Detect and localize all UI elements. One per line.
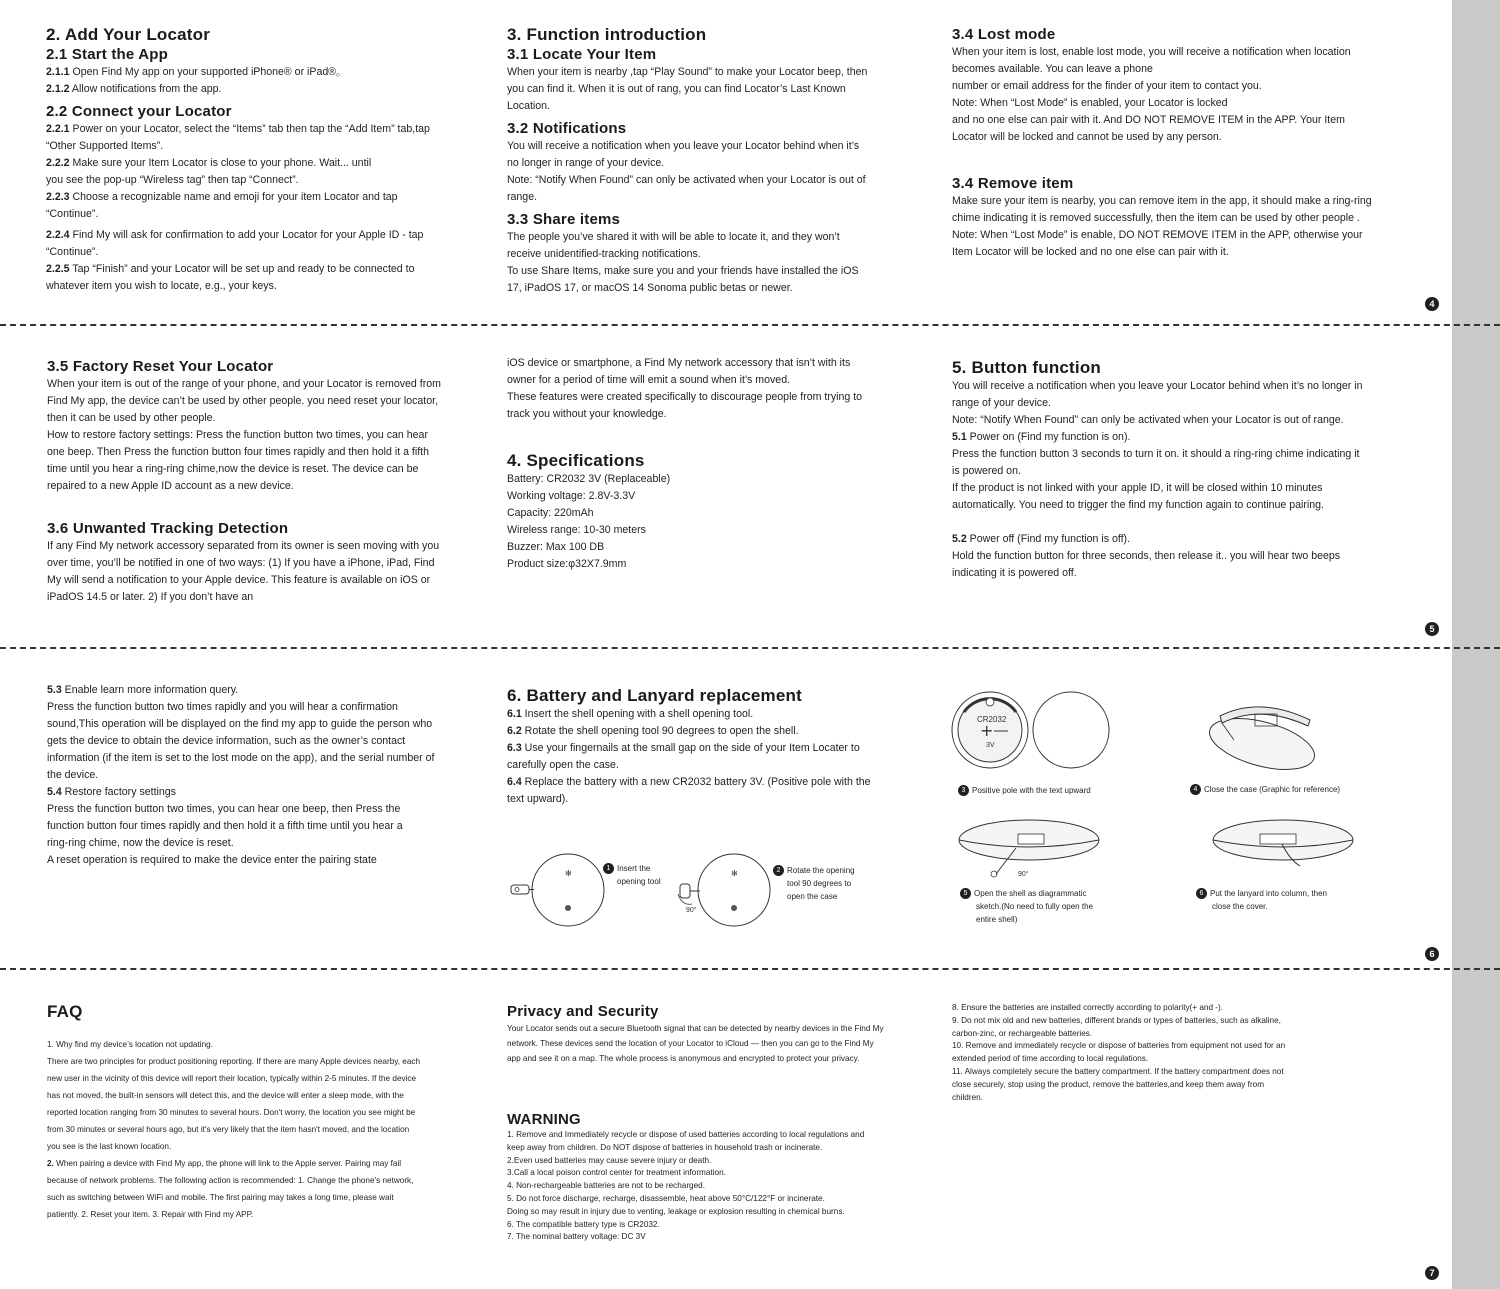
text-line: range. [507,191,538,203]
spec-range: Wireless range: 10-30 meters [507,524,646,536]
text-line: When your item is nearby ,tap “Play Sound” to make your Locator beep, then [507,66,868,78]
warning-line: 2.Even used batteries may cause severe injury or death. [507,1155,712,1165]
step-5-4: 5.4 Restore factory settings [47,786,176,798]
step-5-2: 5.2 Power off (Find my function is off). [952,533,1131,545]
step-2-2-5-cont: whatever item you wish to locate, e.g., your keys. [46,280,277,292]
step-2-2-1-cont: “Other Supported Items”. [46,140,164,152]
text-line: receive unidentified-tracking notifications. [507,248,701,260]
text-line: Press the function button 3 seconds to turn it on. it should a ring-ring chime indicating it [952,448,1360,460]
step-2-2-4-cont: “Continue”. [46,246,99,258]
text-line: These features were created specifically to discourage people from trying to [507,391,863,403]
panel4-col2 [507,25,907,297]
caption-step-3: 3 Positive pole with the text upward [958,784,1091,797]
svg-text:✻: ✻ [731,869,738,878]
text-line: A reset operation is required to make the device enter the pairing state [47,854,377,866]
warning-line: 6. The compatible battery type is CR2032. [507,1219,660,1229]
text-line: Note: When “Lost Mode” is enabled, your Locator is locked [952,97,1228,109]
heading-specifications: 4. Specifications [507,451,645,470]
svg-text:+: + [980,721,994,740]
heading-add-locator: 2. Add Your Locator [46,25,211,44]
warning-line: close securely, stop using the product, remove the batteries,and keep them away from [952,1079,1265,1089]
text-line: one beep. Then Press the function button four times rapidly and then hold it a fifth [47,446,430,458]
text-line: because of network problems. The following action is recommended: 1. Change the phone's network, [47,1176,414,1185]
heading-unwanted-tracking: 3.6 Unwanted Tracking Detection [47,520,289,537]
panel7-col2 [507,1002,907,1244]
cut-line-2 [0,647,1500,649]
heading-battery-lanyard: 6. Battery and Lanyard replacement [507,686,802,705]
heading-privacy: Privacy and Security [507,1003,659,1020]
warning-line: keep away from children. Do NOT dispose of batteries in household trash or incinerate. [507,1142,823,1152]
caption-step-6: 6 Put the lanyard into column, then close the cover. [1196,887,1327,913]
text-line: reported location ranging from 30 minutes to several hours. Don't worry, the location you see might be [47,1108,416,1117]
step-number-6: 6 [1196,888,1207,899]
battery-label: CR2032 [977,715,1007,724]
warning-line: children. [952,1092,983,1102]
text-line: 17, iPadOS 17, or macOS 14 Sonoma public betas or newer. [507,282,793,294]
text-line: patiently. 2. Reset your item. 3. Repair with Find my APP. [47,1210,254,1219]
heading-share-items: 3.3 Share items [507,211,621,228]
heading-warning: WARNING [507,1111,581,1128]
text-line: You will receive a notification when you leave your Locator behind when it’s [507,140,860,152]
warning-line: 11. Always completely secure the battery compartment. If the battery compartment does not [952,1066,1284,1076]
text-line: carefully open the case. [507,759,619,771]
warning-line: 7. The nominal battery voltage: DC 3V [507,1232,646,1242]
text-line: Press the function button two times, you can hear one beep, then Press the [47,803,401,815]
heading-faq: FAQ [47,1002,83,1021]
text-line: Location. [507,100,550,112]
figure-close-case [1200,696,1330,776]
text-line: Press the function button two times rapidly and you will hear a confirmation [47,701,398,713]
text-line: Note: “Notify When Found” can only be activated when your Locator is out of [507,174,866,186]
text-line: from 30 minutes or several hours ago, but it's very likely that the item hasn't moved, and the location [47,1125,410,1134]
step-2-2-4: 2.2.4 Find My will ask for confirmation to add your Locator for your Apple ID - tap [46,229,424,241]
text-line: How to restore factory settings: Press the function button two times, you can hear [47,429,428,441]
spec-buzzer: Buzzer: Max 100 DB [507,541,605,553]
step-2-1-1: 2.1.1 Open Find My app on your supported iPhone® or iPad®。 [46,66,347,78]
text-line: you see is the last known location. [47,1142,172,1151]
text-line: new user in the vicinity of this device will report their location, typically within 2-5 minutes. If the device [47,1074,417,1083]
spec-capacity: Capacity: 220mAh [507,507,594,519]
page-number-5: 5 [1425,622,1439,636]
text-line: gets the device to obtain the device information, such as the owner’s contact [47,735,406,747]
panel7-col1 [47,1002,467,1223]
angle-label: 90° [1018,871,1029,878]
step-2-2-3-cont: “Continue”. [46,208,99,220]
figure-rotate-tool [674,850,774,930]
text-line: automatically. You need to trigger the find my function again to continue pairing. [952,499,1325,511]
warning-line: 4. Non-rechargeable batteries are not to be recharged. [507,1181,705,1191]
text-line: and no one else can pair with it. And DO NOT REMOVE ITEM in the APP. Your Item [952,114,1345,126]
warning-line: Doing so may result in injury due to venting, leakage or explosion resulting in chemical burns. [507,1206,845,1216]
text-line: There are two principles for product positioning reporting. If there are many Apple devices nearby, each [47,1057,421,1066]
page-number-7: 7 [1425,1266,1439,1280]
text-line: number or email address for the finder of your item to contact you. [952,80,1262,92]
heading-locate-item: 3.1 Locate Your Item [507,46,657,63]
text-line: You will receive a notification when you leave your Locator behind when it’s no longer in [952,380,1363,392]
cut-line-1 [0,324,1500,326]
caption-step-5: 5 Open the shell as diagrammatic sketch.(No need to fully open the entire shell) [960,887,1093,926]
text-line: range of your device. [952,397,1051,409]
text-line: chime indicating it is removed successfully, then the item can be used by other people . [952,212,1360,224]
heading-notifications: 3.2 Notifications [507,120,627,137]
step-6-2: 6.2 Rotate the shell opening tool 90 degrees to open the shell. [507,725,799,737]
heading-connect-locator: 2.2 Connect your Locator [46,103,232,120]
angle-label: 90° [686,907,697,914]
text-line: such as switching between WiFi and mobile. The first pairing may takes a long time, please wait [47,1193,394,1202]
heading-button-function: 5. Button function [952,358,1102,377]
page-number-6: 6 [1425,947,1439,961]
heading-remove-item: 3.4 Remove item [952,175,1074,192]
text-line: becomes available. You can leave a phone [952,63,1153,75]
figure-open-shell [956,814,1102,886]
panel4-col1 [46,25,466,295]
right-margin-bar [1452,0,1500,1289]
panel4-col3 [952,25,1392,261]
text-line: Hold the function button for three seconds, then release it.. you will hear two beeps [952,550,1341,562]
text-line: the device. [47,769,99,781]
step-2-1-2: 2.1.2 Allow notifications from the app. [46,83,222,95]
text-line: ring-ring chime, now the device is reset. [47,837,234,849]
text-line: no longer in range of your device. [507,157,665,169]
text-line: Find My app, the device can’t be used by other people. you need reset your locator, [47,395,439,407]
text-line: Item Locator will be locked and no one else can pair with it. [952,246,1229,258]
text-line: Note: “Notify When Found” can only be activated when your Locator is out of range. [952,414,1344,426]
figure-battery-install [950,690,1120,772]
heading-factory-reset: 3.5 Factory Reset Your Locator [47,358,274,375]
warning-line: 1. Remove and Immediately recycle or dispose of used batteries according to local regulations and [507,1130,865,1139]
figure-lanyard [1210,814,1356,876]
svg-text:✻: ✻ [565,869,572,878]
step-2-2-5: 2.2.5 Tap “Finish” and your Locator will be set up and ready to be connected to [46,263,415,275]
step-number-5: 5 [960,888,971,899]
caption-step-2: 2 Rotate the opening tool 90 degrees to open the case [773,864,855,903]
cut-line-3 [0,968,1500,970]
text-line: My will send a notification to your Apple device. This feature is available on iOS or [47,574,431,586]
panel5-col3 [952,358,1392,582]
text-line: The people you’ve shared it with will be able to locate it, and they won’t [507,231,840,243]
text-line: When your item is lost, enable lost mode, you will receive a notification when location [952,46,1351,58]
text-line: iOS device or smartphone, a Find My network accessory that isn’t with its [507,357,851,369]
text-line: track you without your knowledge. [507,408,667,420]
spec-voltage: Working voltage: 2.8V-3.3V [507,490,636,502]
step-6-3: 6.3 Use your fingernails at the small gap on the side of your Item Locater to [507,742,860,754]
text-line: information (if the item is set to the lost mode on the app), and the serial number of [47,752,435,764]
panel7-col3 [952,1002,1372,1104]
heading-lost-mode: 3.4 Lost mode [952,26,1056,43]
text-line: iPadOS 14.5 or later. 2) If you don’t have an [47,591,254,603]
warning-line: 8. Ensure the batteries are installed correctly according to polarity(+ and -). [952,1003,1224,1012]
warning-line: 3.Call a local poison control center for treatment information. [507,1168,726,1178]
spec-battery: Battery: CR2032 3V (Replaceable) [507,473,671,485]
step-number-2: 2 [773,865,784,876]
text-line: text upward). [507,793,569,805]
text-line: Locator will be locked and cannot be used by any person. [952,131,1222,143]
panel5-col1 [47,357,467,606]
step-number-4: 4 [1190,784,1201,795]
warning-line: 9. Do not mix old and new batteries, different brands or types of batteries, such as alkaline, [952,1015,1281,1025]
warning-line: extended period of time according to local regulations. [952,1054,1149,1064]
step-6-4: 6.4 Replace the battery with a new CR2032 battery 3V. (Positive pole with the [507,776,871,788]
step-number-3: 3 [958,785,969,796]
panel6-col1 [47,682,467,869]
text-line: you can find it. When it is out of rang, you can find Locator’s Last Known [507,83,846,95]
text-line: time until you hear a ring-ring chime,now the device is reset. The device can be [47,463,419,475]
caption-step-4: 4 Close the case (Graphic for reference) [1190,783,1340,796]
text-line: To use Share Items, make sure you and your friends have installed the iOS [507,265,859,277]
text-line: sound,This operation will be displayed on the find my app to guide the person who [47,718,433,730]
text-line: When your item is out of the range of your phone, and your Locator is removed from [47,378,441,390]
step-2-2-1: 2.2.1 Power on your Locator, select the “Items” tab then tap the “Add Item” tab,tap [46,123,430,135]
text-line: is powered on. [952,465,1021,477]
heading-start-app: 2.1 Start the App [46,46,169,63]
step-5-1: 5.1 Power on (Find my function is on). [952,431,1131,443]
warning-line: carbon-zinc, or rechargeable batteries. [952,1028,1093,1038]
text-line: Note: When “Lost Mode” is enable, DO NOT REMOVE ITEM in the APP, otherwise your [952,229,1363,241]
text-line: indicating it is powered off. [952,567,1077,579]
text-line: network. These devices send the location of your Locator to iCloud — then you can go to the Find My [507,1039,874,1048]
panel5-col2 [507,355,907,573]
text-line: app and see it on a map. The whole process is anonymous and encrypted to protect your privacy. [507,1054,860,1063]
panel6-col2 [507,686,907,808]
text-line: If the product is not linked with your apple ID, it will be closed within 10 minutes [952,482,1323,494]
page-number-4: 4 [1425,297,1439,311]
text-line: function button four times rapidly and then hold it a fifth time until you hear a [47,820,403,832]
text-line: has not moved, the built-in sensors will detect this, and the device will enter a sleep mode, with the [47,1091,404,1100]
step-6-1: 6.1 Insert the shell opening with a shell opening tool. [507,708,754,720]
step-5-3: 5.3 Enable learn more information query. [47,684,239,696]
figure-insert-tool [508,850,608,930]
text-line: owner for a period of time will emit a sound when it’s moved. [507,374,791,386]
warning-line: 5. Do not force discharge, recharge, disassemble, heat above 50°C/122°F or incinerate. [507,1193,825,1203]
faq-question-2: 2. When pairing a device with Find My app, the phone will link to the Apple server. Pairing may fail [47,1159,402,1168]
text-line: If any Find My network accessory separated from its owner is seen moving with you [47,540,440,552]
spec-size: Product size:φ32X7.9mm [507,558,627,570]
caption-step-1: 1 Insert the opening tool [603,862,661,888]
faq-question-1: 1. Why find my device’s location not updating. [47,1040,213,1049]
step-2-2-3: 2.2.3 Choose a recognizable name and emoji for your item Locator and tap [46,191,398,203]
step-number-1: 1 [603,863,614,874]
warning-line: 10. Remove and immediately recycle or dispose of batteries from equipment not used for an [952,1041,1286,1051]
step-2-2-2-cont: you see the pop-up “Wireless tag” then tap “Connect”. [46,174,299,186]
step-2-2-2: 2.2.2 Make sure your Item Locator is close to your phone. Wait... until [46,157,372,169]
text-line: over time, you’ll be notified in one of two ways: (1) If you have a iPhone, iPad, Find [47,557,435,569]
battery-voltage-label: 3V [986,742,995,749]
text-line: Your Locator sends out a secure Bluetooth signal that can be detected by nearby devices in the Find My [507,1024,884,1033]
text-line: repaired to a new Apple ID account as a new device. [47,480,294,492]
text-line: Make sure your item is nearby, you can remove item in the app, it should make a ring-ring [952,195,1372,207]
heading-function-intro: 3. Function introduction [507,25,707,44]
text-line: then it can be used by other people. [47,412,216,424]
